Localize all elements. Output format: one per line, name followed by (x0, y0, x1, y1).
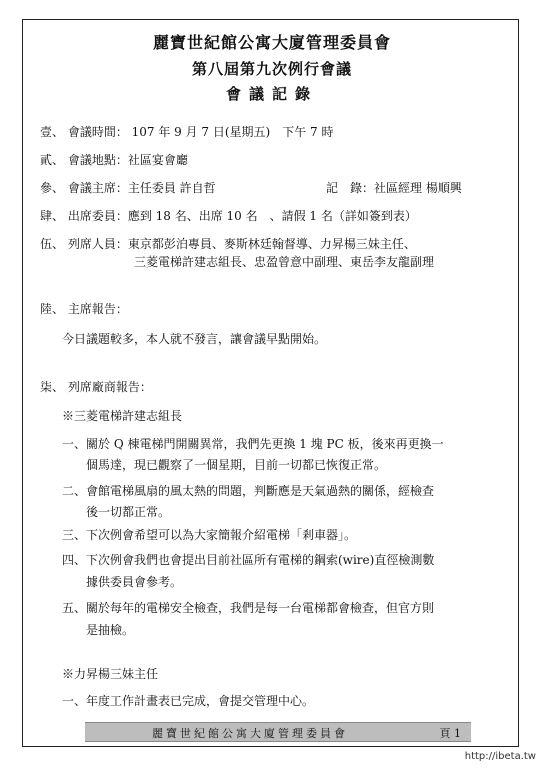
meeting-title: 第八屆第九次例行會議 (191, 60, 352, 78)
vendor2-item-1: 一、年度工作計畫表已完成，會提交管理中心。 (62, 694, 315, 708)
footer-bar (85, 722, 471, 742)
vendor-item-1a: 一、關於 Q 棟電梯門開關異常，我們先更換 1 塊 PC 板，後來再更換一 (62, 437, 444, 451)
vendor-item-2a: 二、會館電梯風扇的風太熱的問題，判斷應是天氣過熱的關係，經檢查 (62, 484, 435, 498)
org-title: 麗寶世紀館公寓大廈管理委員會 (152, 33, 391, 52)
vendor-item-3: 三、下次例會希望可以為大家簡報介紹電梯「剎車器」。 (62, 528, 357, 542)
guests-line-2: 三菱電梯許建志組長、忠盈曾意中副理、東岳李友龍副理 (134, 255, 435, 269)
vendor-item-1b: 個馬達，現已觀察了一個星期，目前一切都已恢復正常。 (86, 458, 387, 472)
vendor-item-5a: 五、關於每年的電梯安全檢查，我們是每一台電梯都會檢查，但官方則 (62, 601, 435, 615)
vendor-item-2b: 後一切都正常。 (86, 505, 171, 519)
meeting-time: 壹、 會議時間： 107 年 9 月 7 日(星期五) 下午 7 時 (40, 125, 334, 139)
vendor-item-4b: 據供委員會參考。 (86, 575, 183, 589)
meeting-chair: 參、 會議主席：主任委員 許自哲 (40, 181, 216, 195)
vendor-lisheng-heading: ※力昇楊三妹主任 (62, 667, 159, 681)
watermark: http://ibeta.tw (464, 751, 536, 762)
vendor-report-heading: 柒、 列席廠商報告： (40, 380, 152, 394)
attending-members: 肆、 出席委員：應到 18 名、出席 10 名 、請假 1 名（詳如簽到表） (40, 209, 417, 223)
vendor-item-5b: 是抽檢。 (86, 623, 135, 637)
meeting-place: 貳、 會議地點：社區宴會廳 (40, 153, 188, 167)
meeting-recorder: 記 錄：社區經理 楊順興 (326, 181, 462, 195)
record-title: 會議記錄 (225, 85, 318, 103)
vendor-item-4a: 四、下次例會我們也會提出目前社區所有電梯的鋼索(wire)直徑檢測數 (62, 553, 435, 567)
guests-line-1: 伍、 列席人員：東京都彭泊專員、麥斯林廷翰督導、力昇楊三妹主任、 (40, 237, 416, 251)
chair-report-heading: 陸、 主席報告： (40, 302, 128, 316)
vendor-mitsubishi-heading: ※三菱電梯許建志組長 (62, 409, 183, 423)
footer-page-number: 頁 1 (439, 727, 461, 740)
footer-org: 麗寶世紀館公寓大廈管理委員會 (152, 727, 348, 740)
chair-report-body: 今日議題較多，本人就不發言，讓會議早點開始。 (62, 332, 327, 346)
